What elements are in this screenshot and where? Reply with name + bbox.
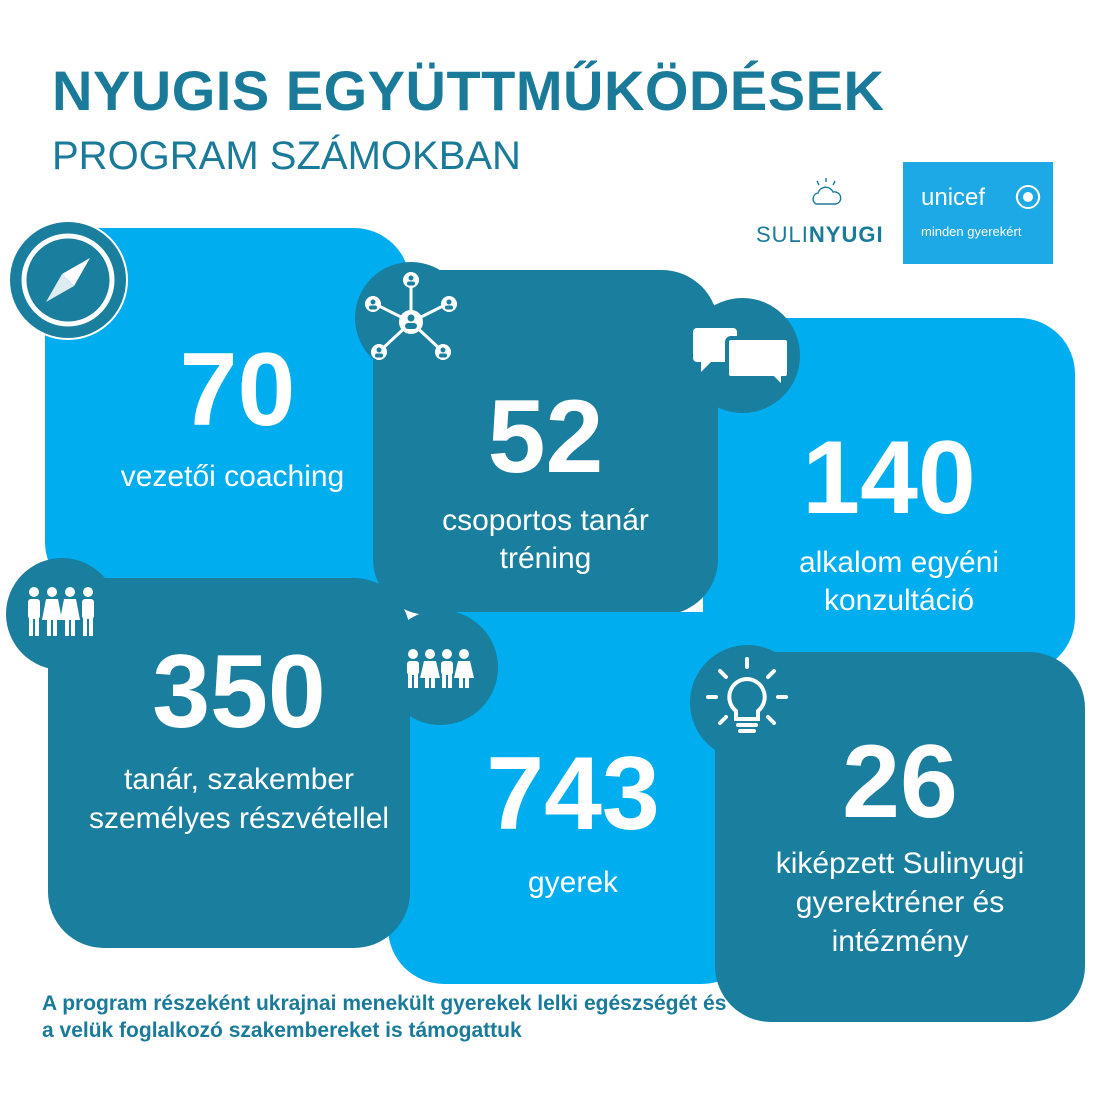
- unicef-logo: [903, 162, 1053, 264]
- sulinyugi-wordmark: SULINYUGI: [756, 222, 884, 247]
- adults-group-icon: [6, 558, 118, 670]
- stat-label: alkalom egyéni konzultáció: [798, 546, 1000, 617]
- lightbulb-badge: [690, 645, 805, 760]
- stat-label: vezetői coaching: [120, 460, 345, 493]
- stat-label: csoportos tanár tréning: [442, 504, 649, 575]
- stat-number: 52: [487, 379, 604, 495]
- stat-number: 140: [802, 420, 976, 536]
- stat-number: 743: [486, 736, 660, 852]
- stat-label: tanár, szakember személyes részvétellel: [88, 763, 390, 835]
- network-people-icon: [355, 262, 467, 374]
- footer-note: A program részeként ukrajnai menekült gyerekek lelki egészségét és a velük foglalkozó szakembereket is támogattuk: [42, 992, 727, 1043]
- unicef-wordmark: unicef: [921, 184, 986, 211]
- speech-bubbles-icon: [685, 298, 800, 413]
- compass-badge: [8, 220, 128, 340]
- lightbulb-icon: [690, 645, 805, 760]
- stat-number: 350: [152, 634, 326, 750]
- cloud-sun-icon: [808, 176, 844, 212]
- page-subtitle: PROGRAM SZÁMOKBAN: [52, 134, 521, 178]
- stat-label: kiképzett Sulinyugi gyerektréner és intézmény: [775, 847, 1025, 958]
- stat-number: 26: [842, 724, 958, 840]
- children-badge: [383, 610, 498, 725]
- adults-badge: [6, 558, 118, 670]
- speech-badge: [685, 298, 800, 413]
- unicef-tagline: minden gyerekért: [921, 224, 1022, 239]
- unicef-emblem-icon: [1015, 184, 1041, 210]
- page-title: NYUGIS EGYÜTTMŰKÖDÉSEK: [52, 59, 885, 122]
- stat-number: 70: [179, 332, 296, 448]
- network-badge: [355, 262, 467, 374]
- stat-label: gyerek: [527, 866, 619, 899]
- compass-icon: [8, 220, 128, 340]
- children-group-icon: [383, 610, 498, 725]
- sulinyugi-logo: [756, 176, 896, 246]
